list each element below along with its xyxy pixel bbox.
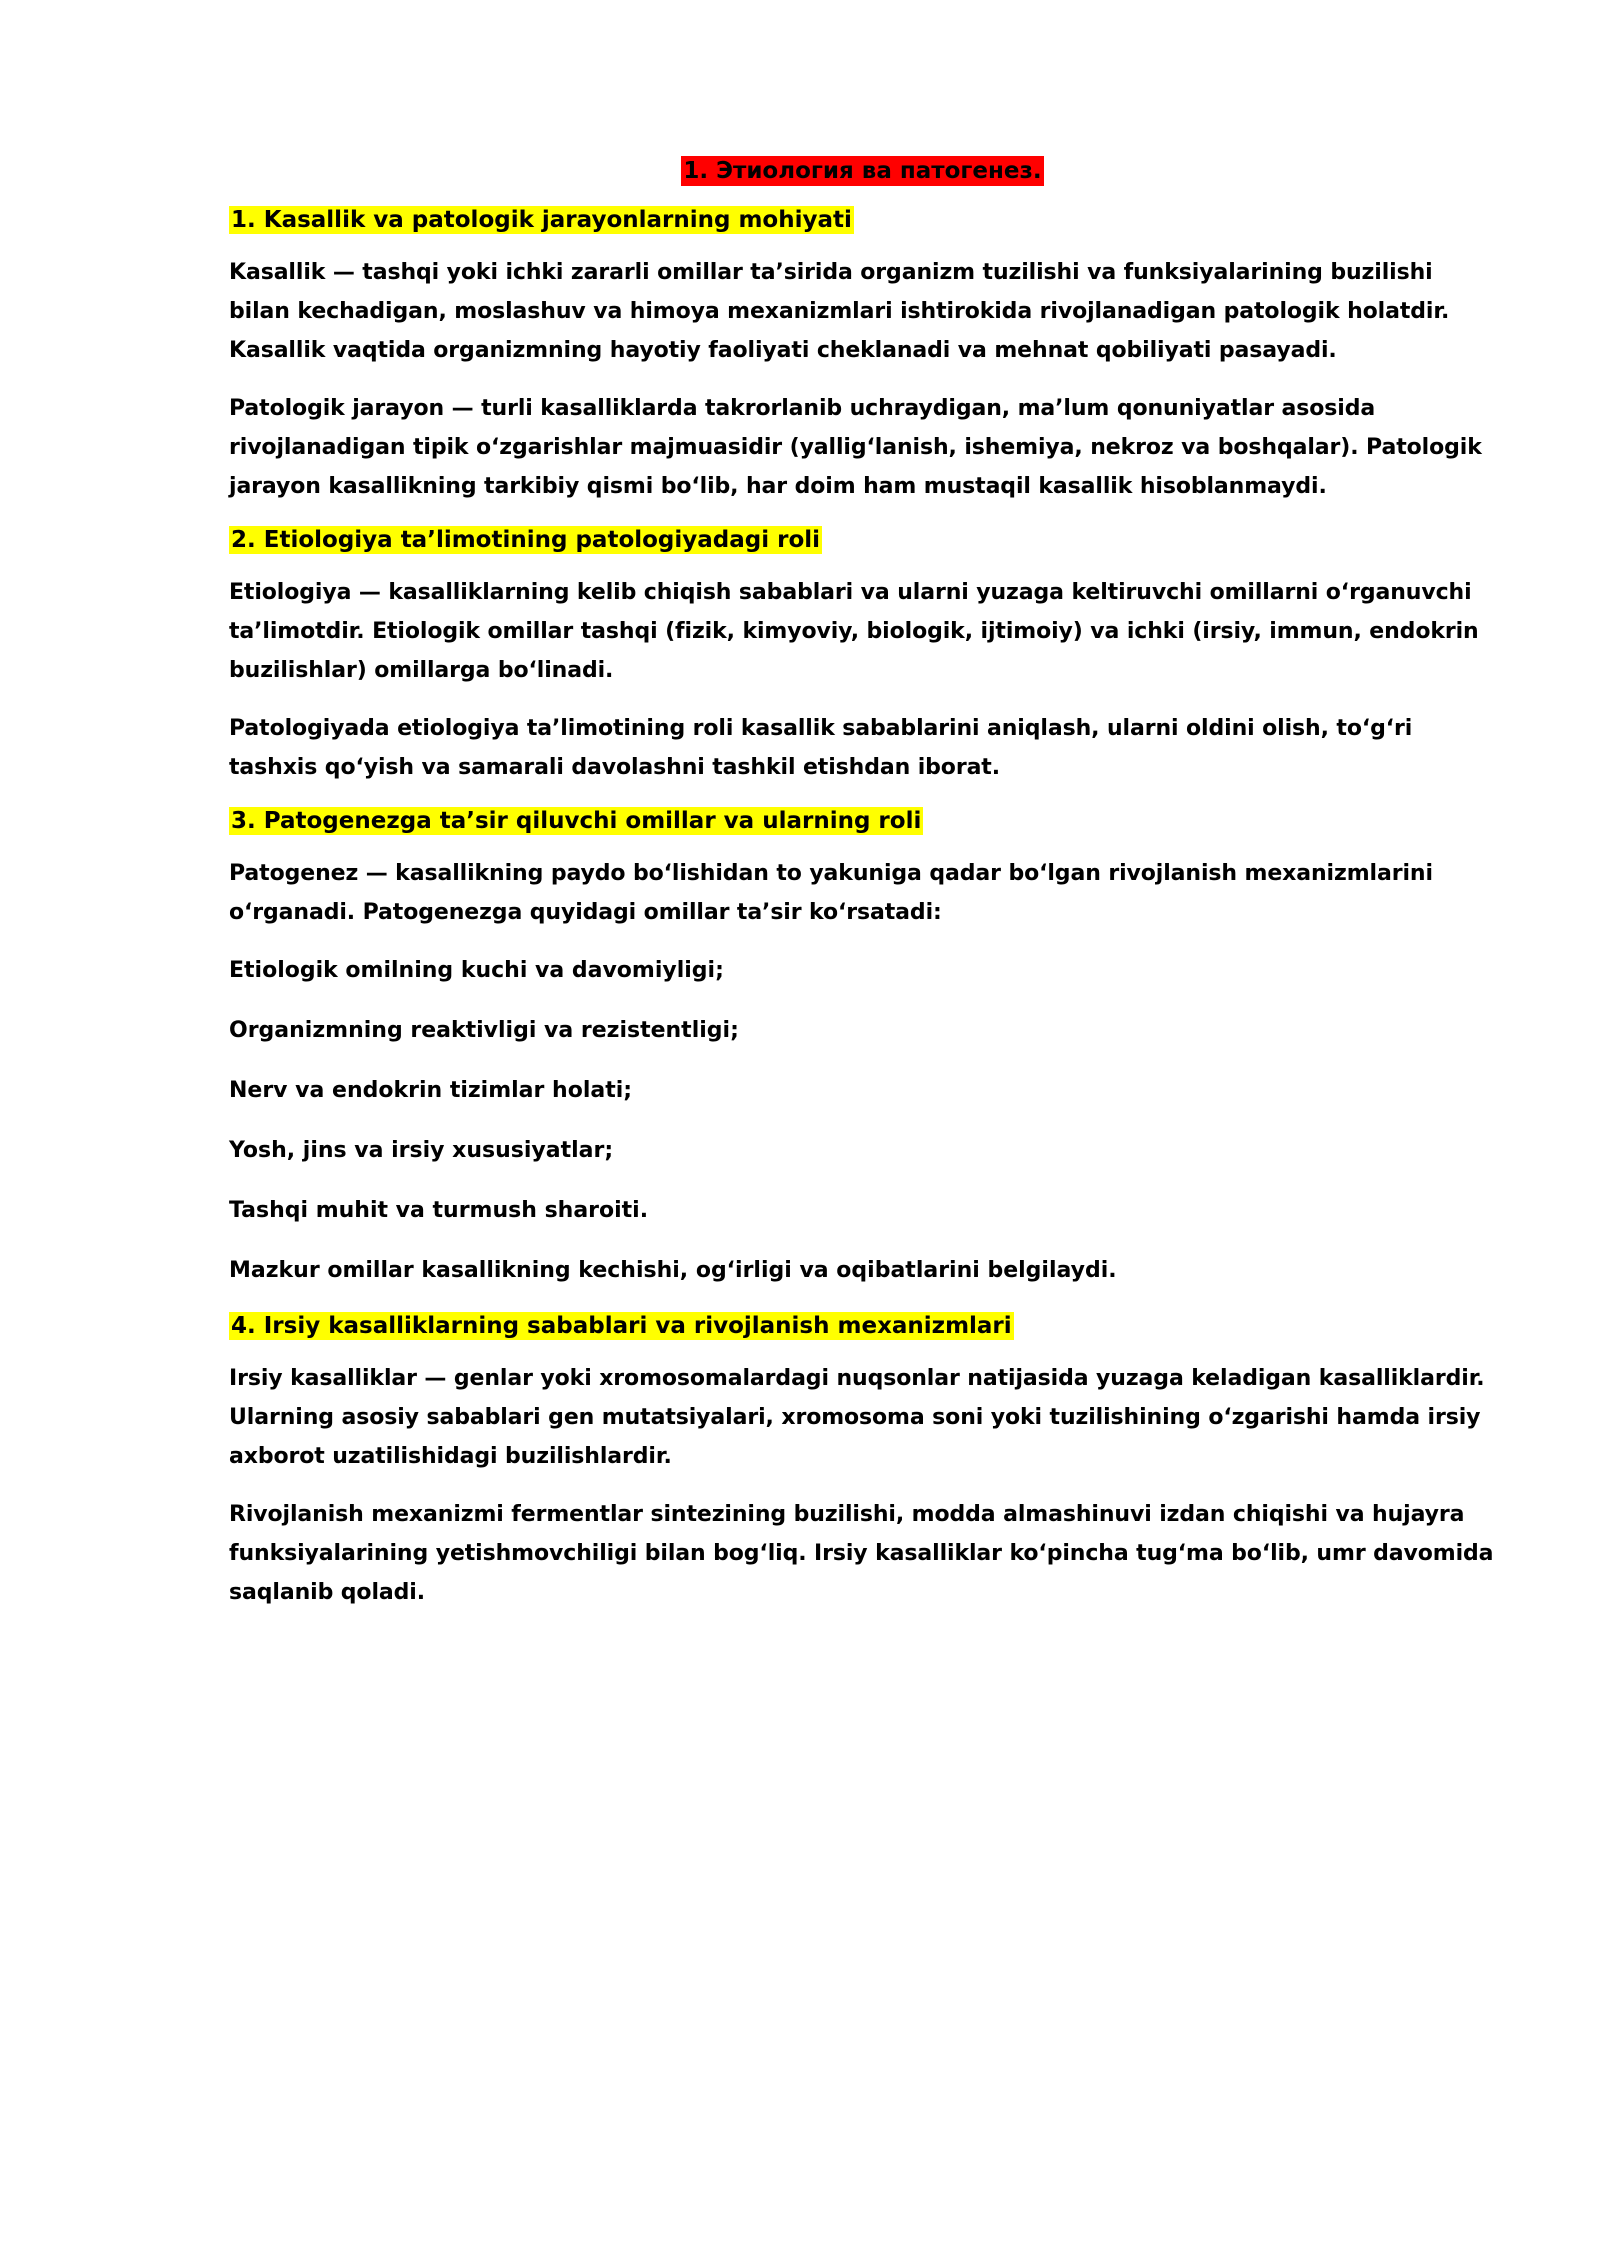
document-title: 1. Этиология ва патогенез. xyxy=(683,158,1042,184)
section-3-closing: Mazkur omillar kasallikning kechishi, og‘irligi va oqibatlarini belgilaydi. xyxy=(229,1258,1117,1283)
section-4-heading xyxy=(229,1311,1496,1341)
section-1-heading xyxy=(229,205,1496,235)
section-3-item-5: Tashqi muhit va turmush sharoiti. xyxy=(229,1198,649,1223)
section-3-item-4: Yosh, jins va irsiy xususiyatlar; xyxy=(229,1138,614,1163)
section-2-heading-text: 2. Etiologiya ta’limotining patologiyadagi roli xyxy=(231,527,821,553)
section-2 xyxy=(229,525,1496,787)
document-title-block xyxy=(229,156,1496,186)
section-3 xyxy=(229,806,1496,1290)
section-3-item-2: Organizmning reaktivligi va rezistentligi; xyxy=(229,1018,739,1043)
section-4-paragraph-1: Irsiy kasalliklar — genlar yoki xromosomalardagi nuqsonlar natijasida yuzaga keladigan kasalliklardir. Ularning asosiy sabablari gen mutatsiyalari, xromosoma soni yoki tuzilishining o‘zgarishi hamda irsiy axborot uzatilishidagi buzilishlardir. xyxy=(229,1366,1485,1469)
section-4-paragraph-2: Rivojlanish mexanizmi fermentlar sintezining buzilishi, modda almashinuvi izdan chiqishi va hujayra funksiyalarining yetishmovchiligi bilan bog‘liq. Irsiy kasalliklar ko‘pincha tug‘ma bo‘lib, umr davomida saqlanib qoladi. xyxy=(229,1502,1494,1605)
section-2-paragraph-2: Patologiyada etiologiya ta’limotining roli kasallik sabablarini aniqlash, ularni oldini olish, to‘g‘ri tashxis qo‘yish va samarali davolashni tashkil etishdan iborat. xyxy=(229,716,1413,780)
section-3-heading xyxy=(229,806,1496,836)
section-3-paragraph-1: Patogenez — kasallikning paydo bo‘lishidan to yakuniga qadar bo‘lgan rivojlanish mexanizmlarini o‘rganadi. Patogenezga quyidagi omillar ta’sir ko‘rsatadi: xyxy=(229,861,1433,925)
section-1-heading-text: 1. Kasallik va patologik jarayonlarning mohiyati xyxy=(231,207,852,233)
section-2-heading xyxy=(229,525,1496,555)
section-3-heading-text: 3. Patogenezga ta’sir qiluvchi omillar va ularning roli xyxy=(231,808,922,834)
section-1-paragraph-1: Kasallik — tashqi yoki ichki zararli omillar ta’sirida organizm tuzilishi va funksiyalarining buzilishi bilan kechadigan, moslashuv va himoya mexanizmlari ishtirokida rivojlanadigan patologik holatdir. Kasallik vaqtida organizmning hayotiy faoliyati cheklanadi va mehnat qobiliyati pasayadi. xyxy=(229,260,1450,363)
section-1-paragraph-2: Patologik jarayon — turli kasalliklarda takrorlanib uchraydigan, ma’lum qonuniyatlar asosida rivojlanadigan tipik o‘zgarishlar majmuasidir (yallig‘lanish, ishemiya, nekroz va boshqalar). Patologik jarayon kasallikning tarkibiy qismi bo‘lib, har doim ham mustaqil kasallik hisoblanmaydi. xyxy=(229,396,1482,499)
section-4-heading-text: 4. Irsiy kasalliklarning sabablari va rivojlanish mexanizmlari xyxy=(231,1313,1012,1339)
section-2-paragraph-1: Etiologiya — kasalliklarning kelib chiqish sabablari va ularni yuzaga keltiruvchi omillarni o‘rganuvchi ta’limotdir. Etiologik omillar tashqi (fizik, kimyoviy, biologik, ijtimoiy) va ichki (irsiy, immun, endokrin buzilishlar) omillarga bo‘linadi. xyxy=(229,580,1479,683)
section-4 xyxy=(229,1311,1496,1612)
section-1 xyxy=(229,205,1496,506)
section-3-item-1: Etiologik omilning kuchi va davomiyligi; xyxy=(229,958,724,983)
section-3-item-3: Nerv va endokrin tizimlar holati; xyxy=(229,1078,633,1103)
